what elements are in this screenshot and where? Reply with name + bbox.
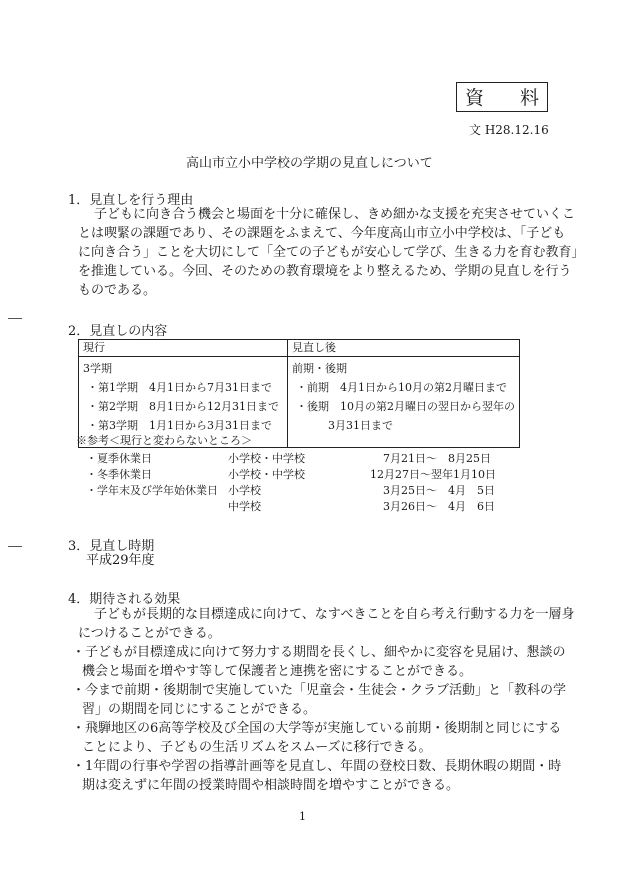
section4-line: ・飛騨地区の6高等学校及び全国の大学等が実施している前期・後期制と同じにする — [72, 721, 562, 736]
revised-line: 3月31日まで — [328, 419, 393, 432]
reference-target: 小学校・中学校 — [228, 452, 305, 465]
header-revised: 見直し後 — [288, 340, 520, 357]
section1-line-2: とは喫緊の課題であり、その課題をふまえて、今年度高山市立小中学校は、「子ども — [78, 226, 566, 241]
stamp-char-right: 料 — [519, 87, 539, 109]
stamp-char-left: 資 — [465, 87, 485, 109]
section4-line: につけることができる。 — [78, 626, 221, 641]
reference-period: 3月25日～ 4月 5日 — [383, 484, 495, 497]
scan-mark — [8, 546, 22, 547]
table-header-row — [79, 340, 520, 357]
section4-line: ・子どもが目標達成に向けて努力する期間を長くし、細やかに変容を見届け、懇談の — [72, 645, 566, 660]
section4-line: 機会と場面を増やす等して保護者と連携を密にすることができる。 — [82, 664, 473, 679]
section4-line: ことにより、子どもの生活リズムをスムーズに移行できる。 — [82, 740, 432, 755]
section1-line-4: を推進している。今回、そのための教育環境をより整えるため、学期の見直しを行う — [78, 264, 572, 279]
section4-line: ・1年間の行事や学習の指導計画等を見直し、年間の登校日数、長期休暇の期間・時 — [72, 759, 562, 774]
reference-period: 7月21日～ 8月25日 — [383, 452, 491, 465]
page-number: 1 — [299, 810, 306, 823]
reference-heading: ※参考＜現行と変わらないところ＞ — [76, 434, 252, 447]
section4-line: ・今まで前期・後期制で実施していた「児童会・生徒会・クラブ活動」と「教科の学 — [72, 683, 567, 698]
section4-line: 子どもが長期的な目標達成に向けて、なすべきことを自ら考え行動する力を一層身 — [94, 607, 575, 622]
section4-heading: 4．期待される効果 — [68, 592, 181, 607]
section3-heading: 3．見直し時期 — [68, 539, 155, 554]
reference-target: 小学校 — [228, 484, 261, 497]
current-line: 3学期 — [83, 362, 112, 375]
document-stamp — [456, 82, 548, 112]
section3-text: 平成29年度 — [86, 553, 155, 568]
document-title: 高山市立小中学校の学期の見直しについて — [186, 156, 433, 171]
reference-item: ・冬季休業日 — [86, 468, 152, 481]
revised-line: 前期・後期 — [292, 362, 347, 375]
reference-target: 小学校・中学校 — [228, 468, 305, 481]
current-line: ・第3学期 1月1日から3月31日まで — [87, 419, 272, 432]
reference-item: ・夏季休業日 — [86, 452, 152, 465]
revised-line: ・後期 10月の第2月曜日の翌日から翌年の — [296, 400, 515, 413]
section1-line-5: ものである。 — [78, 283, 157, 298]
document-number: 文 H28.12.16 — [469, 123, 549, 137]
revised-cell — [288, 357, 520, 448]
header-current: 現行 — [79, 340, 288, 357]
current-line: ・第2学期 8月1日から12月31日まで — [87, 400, 279, 413]
reference-period: 3月26日～ 4月 6日 — [383, 500, 495, 513]
section1-line-1: 子どもに向き合う機会と場面を十分に確保し、きめ細かな支援を充実させていくこ — [94, 207, 576, 222]
section4-line: 期は変えずに年間の授業時間や相談時間を増やすことができる。 — [82, 778, 460, 793]
section2-heading: 2．見直しの内容 — [68, 324, 168, 339]
section1-line-3: に向き合う」ことを大切にして「全ての子どもが安心して学び、生きる力を育む教育」 — [78, 245, 585, 260]
current-line: ・第1学期 4月1日から7月31日まで — [87, 381, 272, 394]
reference-item: ・学年末及び学年始休業日 — [86, 484, 218, 497]
reference-period: 12月27日～翌年1月10日 — [370, 468, 496, 481]
scan-mark — [8, 318, 22, 319]
section4-line: 習」の期間を同じにすることができる。 — [82, 702, 317, 717]
reference-target: 中学校 — [228, 500, 261, 513]
revised-line: ・前期 4月1日から10月の第2月曜日まで — [296, 381, 507, 394]
section1-heading: 1．見直しを行う理由 — [68, 193, 194, 208]
